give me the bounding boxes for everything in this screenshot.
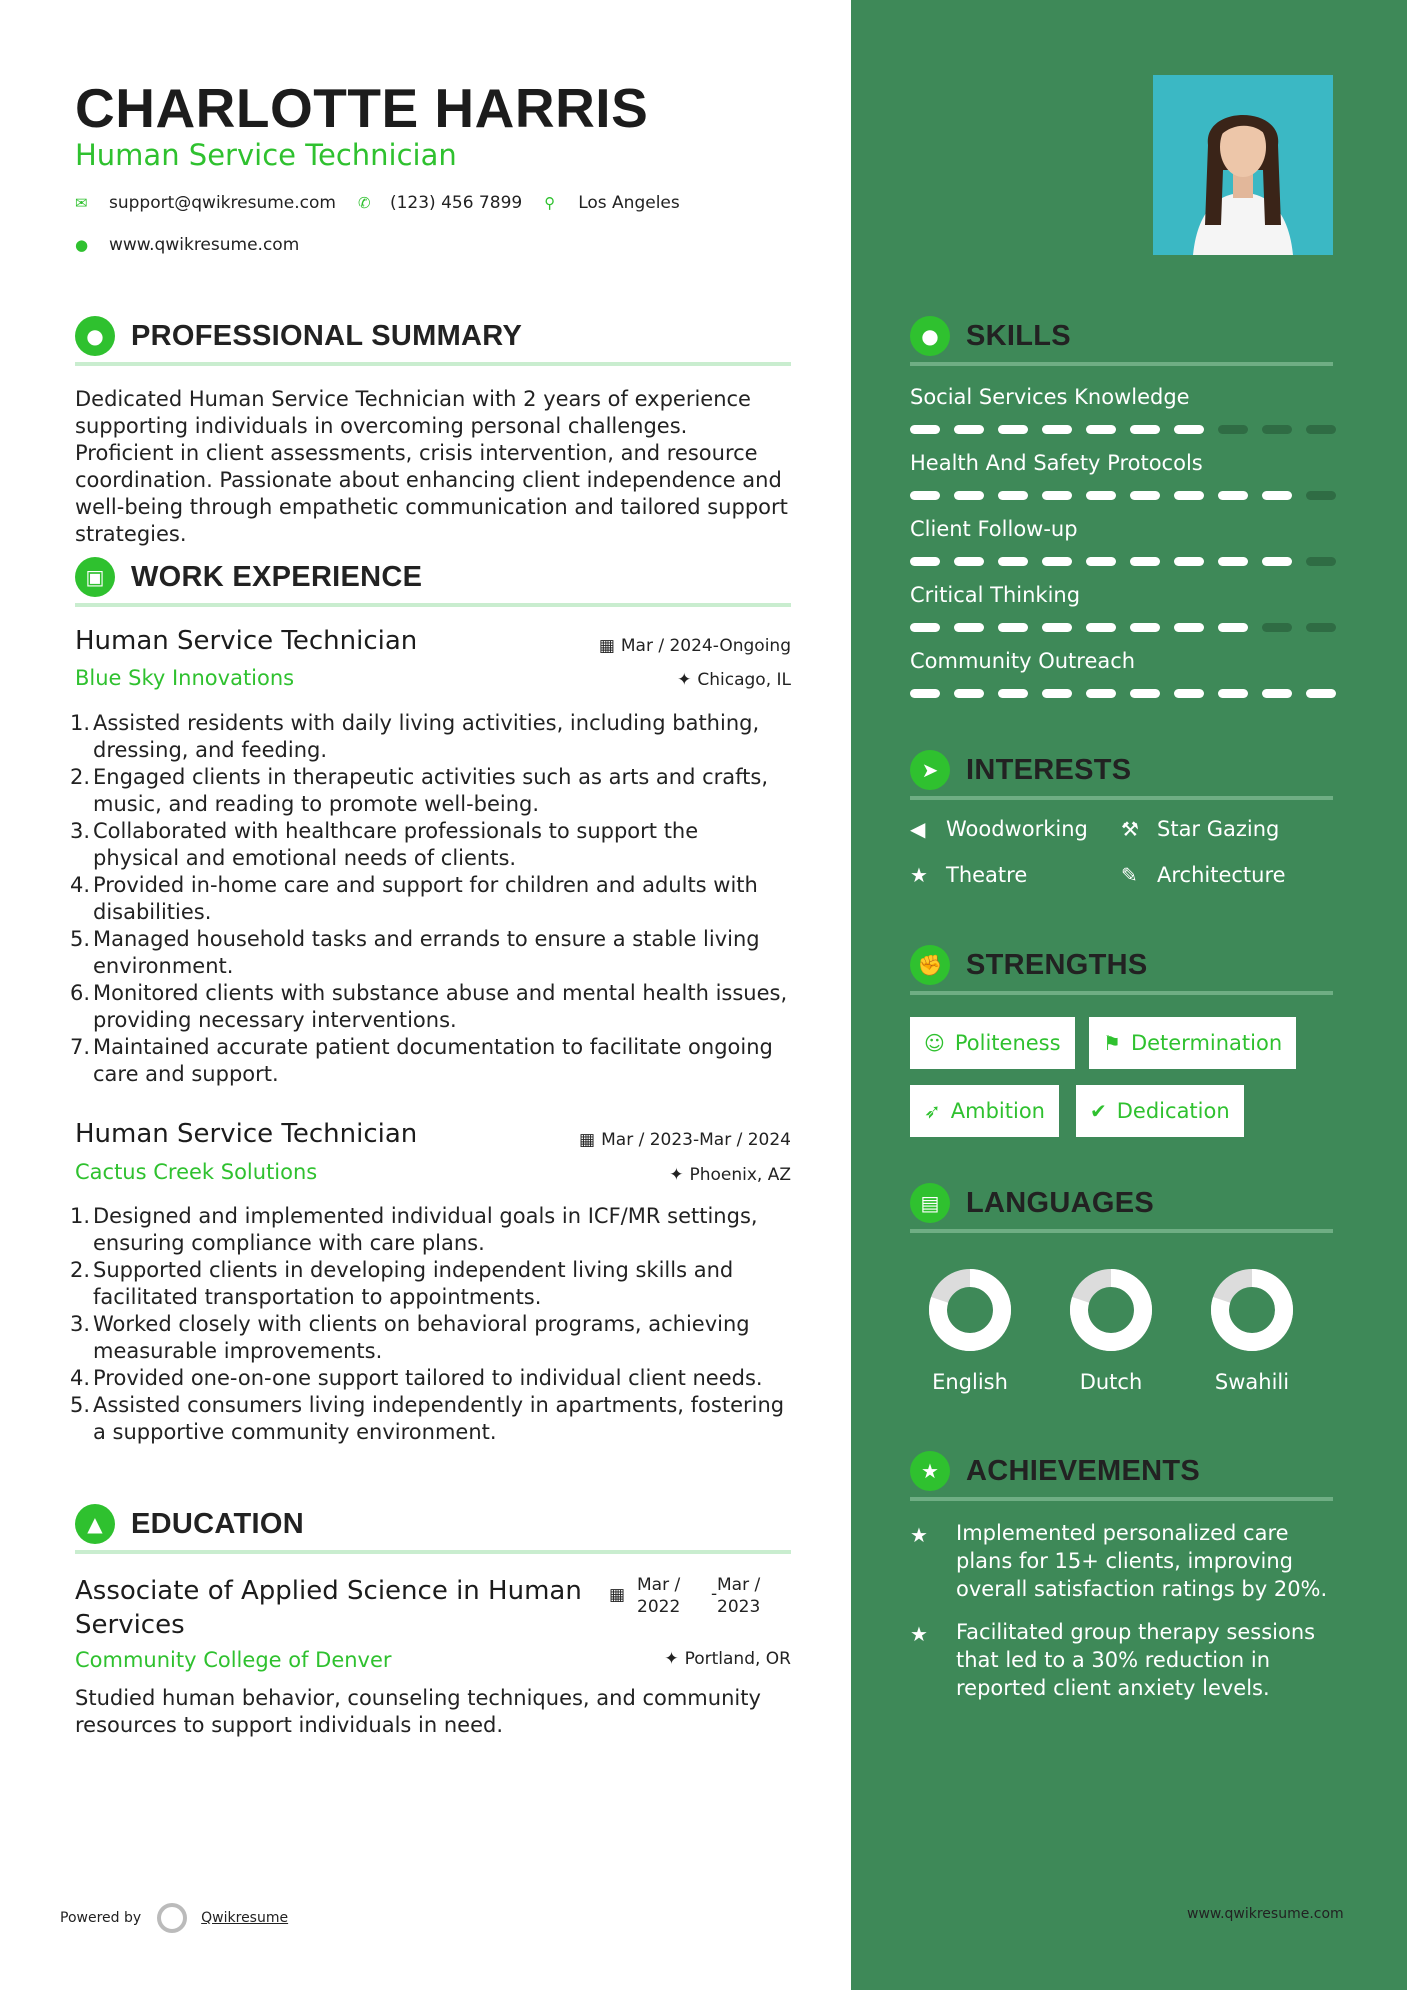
strengths-heading: ✊ STRENGTHS — [910, 945, 1148, 985]
job-2-title: Human Service Technician — [75, 1119, 418, 1149]
skill-dash — [1306, 425, 1336, 434]
email-icon: ✉ — [75, 194, 88, 212]
website-row — [75, 235, 299, 255]
star-badge-icon: ★ — [910, 1451, 950, 1491]
calendar-icon: ▦ — [598, 636, 615, 656]
skill-dash — [1086, 689, 1116, 698]
list-item: 4. Provided in-home care and support for children and adults with disabilities. — [70, 873, 758, 924]
skill-dash — [1306, 491, 1336, 500]
skill-dash — [1086, 623, 1116, 632]
language-donut — [1041, 1265, 1181, 1359]
briefcase-icon: ▣ — [75, 557, 115, 597]
skill-level-bar — [910, 689, 1350, 698]
skill-dash — [1262, 491, 1292, 500]
achievement-item: ★ Facilitated group therapy sessions that led to a 30% reduction in reported client anxiety levels. — [910, 1620, 1316, 1700]
skill-dash — [998, 689, 1028, 698]
check-circle-icon: ✔ — [1090, 1099, 1107, 1123]
skill-name: Client Follow-up — [910, 517, 1078, 541]
job-1-company: Blue Sky Innovations — [75, 666, 295, 690]
edu-start-date: Mar / 2022 — [637, 1575, 681, 1617]
edu-location: ✦ Portland, OR — [664, 1649, 791, 1669]
website-text[interactable]: www.qwikresume.com — [109, 235, 300, 255]
list-item: 6. Monitored clients with substance abuse and mental health issues, providing necessary interventions. — [70, 981, 788, 1032]
smile-icon: ☺ — [924, 1031, 945, 1055]
phone-text: (123) 456 7899 — [389, 193, 523, 213]
contact-row — [75, 193, 680, 213]
skill-dash — [1306, 557, 1336, 566]
degree-title: Associate of Applied Science in Human Services — [75, 1576, 582, 1640]
languages-heading: ▤ LANGUAGES — [910, 1183, 1154, 1223]
job-2-dates: ▦ Mar / 2023-Mar / 2024 — [579, 1130, 791, 1150]
footer-site: www.qwikresume.com — [1187, 1906, 1344, 1922]
list-item: 3. Worked closely with clients on behavioral programs, achieving measurable improvements. — [70, 1312, 750, 1363]
skill-dash — [1086, 557, 1116, 566]
job-2-company: Cactus Creek Solutions — [75, 1160, 318, 1184]
language-donut — [900, 1265, 1040, 1359]
avatar — [1153, 75, 1333, 255]
skill-dash — [910, 689, 940, 698]
skill-level-bar — [910, 425, 1350, 434]
list-item: 1. Designed and implemented individual goals in ICF/MR settings, ensuring compliance with care plans. — [70, 1204, 758, 1255]
interest-item: ✎ Architecture — [1121, 863, 1286, 887]
megaphone-icon: ◀ — [910, 817, 926, 841]
skill-dash — [1218, 491, 1248, 500]
skill-dash — [1218, 623, 1248, 632]
skill-dash — [998, 557, 1028, 566]
translate-icon: ▤ — [910, 1183, 950, 1223]
list-item: 7. Maintained accurate patient documentation to facilitate ongoing care and support. — [70, 1035, 773, 1086]
calendar-icon: ▦ — [609, 1585, 626, 1605]
skill-dash — [1306, 689, 1336, 698]
language-label: Dutch — [1079, 1370, 1143, 1394]
edu-description: Studied human behavior, counseling techniques, and community resources to support individuals in need. — [75, 1686, 761, 1737]
skill-dash — [1174, 557, 1204, 566]
skill-dash — [1218, 689, 1248, 698]
skill-dash — [1086, 425, 1116, 434]
skill-name: Health And Safety Protocols — [910, 451, 1203, 475]
skill-dash — [1042, 623, 1072, 632]
experience-divider — [75, 603, 791, 607]
strength-badge: ☺ Politeness — [910, 1017, 1075, 1069]
gavel-icon: ⚒ — [1121, 817, 1139, 841]
skill-dash — [954, 491, 984, 500]
school-name: Community College of Denver — [75, 1648, 392, 1672]
location-text: Los Angeles — [578, 193, 680, 213]
achievement-item: ★ Implemented personalized care plans for 15+ clients, improving overall satisfaction ratings by 20%. — [910, 1521, 1328, 1601]
skill-dash — [1262, 425, 1292, 434]
rocket-icon: ➶ — [924, 1099, 941, 1123]
job-2-bullets — [70, 1203, 790, 1446]
qwikresume-logo-icon — [157, 1903, 187, 1933]
pin-icon: ✦ — [677, 670, 692, 690]
skill-dash — [954, 425, 984, 434]
list-item: 2. Engaged clients in therapeutic activities such as arts and crafts, music, and reading to promote well-being. — [70, 765, 769, 816]
skill-dash — [1262, 623, 1292, 632]
ruler-icon: ✎ — [1121, 863, 1138, 887]
list-item: 2. Supported clients in developing independent living skills and facilitated transportation to appointments. — [70, 1258, 734, 1309]
shooting-star-icon: ★ — [910, 1523, 928, 1547]
language-label: English — [932, 1370, 1008, 1394]
skill-level-bar — [910, 491, 1350, 500]
edu-end-date: Mar / 2023 — [717, 1575, 761, 1617]
skill-level-bar — [910, 557, 1350, 566]
profile-photo — [1153, 75, 1333, 255]
language-label: Swahili — [1214, 1370, 1290, 1394]
interest-item: ★ Theatre — [910, 863, 1028, 887]
list-item: 3. Collaborated with healthcare professionals to support the physical and emotional needs of clients. — [70, 819, 699, 870]
skill-dash — [1218, 425, 1248, 434]
lightbulb-icon: ● — [910, 316, 950, 356]
experience-heading: ▣ WORK EXPERIENCE — [75, 557, 422, 597]
job-2-location: ✦ Phoenix, AZ — [669, 1165, 791, 1185]
skill-dash — [1130, 689, 1160, 698]
skill-dash — [1174, 689, 1204, 698]
skill-dash — [910, 623, 940, 632]
pin-icon: ✦ — [664, 1649, 679, 1669]
skill-dash — [1218, 557, 1248, 566]
shooting-star-icon: ★ — [910, 1622, 928, 1646]
skill-dash — [954, 623, 984, 632]
education-divider — [75, 1550, 791, 1554]
pin-icon: ✦ — [669, 1165, 684, 1185]
skill-dash — [1306, 623, 1336, 632]
skill-dash — [1174, 425, 1204, 434]
skill-name: Community Outreach — [910, 649, 1136, 673]
job-title-header: Human Service Technician — [75, 138, 457, 172]
skill-dash — [1042, 425, 1072, 434]
graduation-icon: ▲ — [75, 1504, 115, 1544]
footer-powered: Powered by Qwikresume — [60, 1903, 288, 1933]
interest-item: ⚒ Star Gazing — [1121, 817, 1280, 841]
edu-date-dash: - — [711, 1584, 718, 1604]
list-item: 1. Assisted residents with daily living activities, including bathing, dressing, and feeding. — [70, 711, 760, 762]
strength-badge: ⚑ Determination — [1089, 1017, 1296, 1069]
calendar-icon: ▦ — [579, 1130, 596, 1150]
list-item: 5. Assisted consumers living independently in apartments, fostering a supportive community environment. — [70, 1393, 785, 1444]
interests-heading: ➤ INTERESTS — [910, 750, 1131, 790]
strength-badge: ✔ Dedication — [1076, 1085, 1244, 1137]
job-1-location: ✦ Chicago, IL — [677, 670, 791, 690]
language-donut — [1182, 1265, 1322, 1359]
skill-dash — [1262, 689, 1292, 698]
interests-divider — [910, 796, 1333, 800]
achievements-heading: ★ ACHIEVEMENTS — [910, 1451, 1200, 1491]
skill-dash — [910, 491, 940, 500]
skill-dash — [998, 491, 1028, 500]
flag-icon: ⚑ — [1103, 1031, 1121, 1055]
skills-heading: ● SKILLS — [910, 316, 1071, 356]
languages-divider — [910, 1229, 1333, 1233]
skill-name: Social Services Knowledge — [910, 385, 1190, 409]
map-pin-icon: ⚲ — [544, 194, 556, 212]
user-icon: ● — [75, 316, 115, 356]
candidate-name: CHARLOTTE HARRIS — [75, 77, 649, 139]
fist-icon: ✊ — [910, 945, 950, 985]
strengths-divider — [910, 991, 1333, 995]
summary-text: Dedicated Human Service Technician with 2 years of experience supporting individuals in overcoming personal challenges. Proficient in client assessments, crisis intervention, and resource coordination. Passionate about enhancing client independence and well-being through empathetic communication and tailored support strategies. — [75, 387, 788, 546]
skill-dash — [1174, 623, 1204, 632]
skill-dash — [954, 689, 984, 698]
skill-dash — [1042, 689, 1072, 698]
phone-icon: ✆ — [357, 194, 371, 212]
skill-dash — [1262, 557, 1292, 566]
skill-dash — [910, 557, 940, 566]
star-icon: ★ — [910, 863, 928, 887]
skill-dash — [1130, 623, 1160, 632]
achievements-divider — [910, 1497, 1333, 1501]
job-1-dates: ▦ Mar / 2024-Ongoing — [598, 636, 791, 656]
paper-plane-icon: ➤ — [910, 750, 950, 790]
job-1-title: Human Service Technician — [75, 626, 418, 656]
skills-divider — [910, 362, 1333, 366]
skill-dash — [954, 557, 984, 566]
summary-heading: ● PROFESSIONAL SUMMARY — [75, 316, 522, 356]
globe-icon: ● — [75, 236, 89, 254]
skill-dash — [998, 623, 1028, 632]
skill-dash — [1130, 425, 1160, 434]
skill-level-bar — [910, 623, 1350, 632]
list-item: 5. Managed household tasks and errands to ensure a stable living environment. — [70, 927, 760, 978]
skill-dash — [1042, 491, 1072, 500]
summary-divider — [75, 362, 791, 366]
skill-name: Critical Thinking — [910, 583, 1081, 607]
skill-dash — [998, 425, 1028, 434]
skill-dash — [1130, 557, 1160, 566]
skill-dash — [910, 425, 940, 434]
skill-dash — [1086, 491, 1116, 500]
skill-dash — [1174, 491, 1204, 500]
skill-dash — [1042, 557, 1072, 566]
job-1-bullets — [70, 710, 790, 1088]
interest-item: ◀ Woodworking — [910, 817, 1088, 841]
strength-badge: ➶ Ambition — [910, 1085, 1059, 1137]
list-item: 4. Provided one-on-one support tailored to individual client needs. — [70, 1366, 763, 1390]
skill-dash — [1130, 491, 1160, 500]
footer-brand-link[interactable]: Qwikresume — [201, 1910, 289, 1926]
education-heading: ▲ EDUCATION — [75, 1504, 304, 1544]
email-text[interactable]: support@qwikresume.com — [109, 193, 336, 213]
